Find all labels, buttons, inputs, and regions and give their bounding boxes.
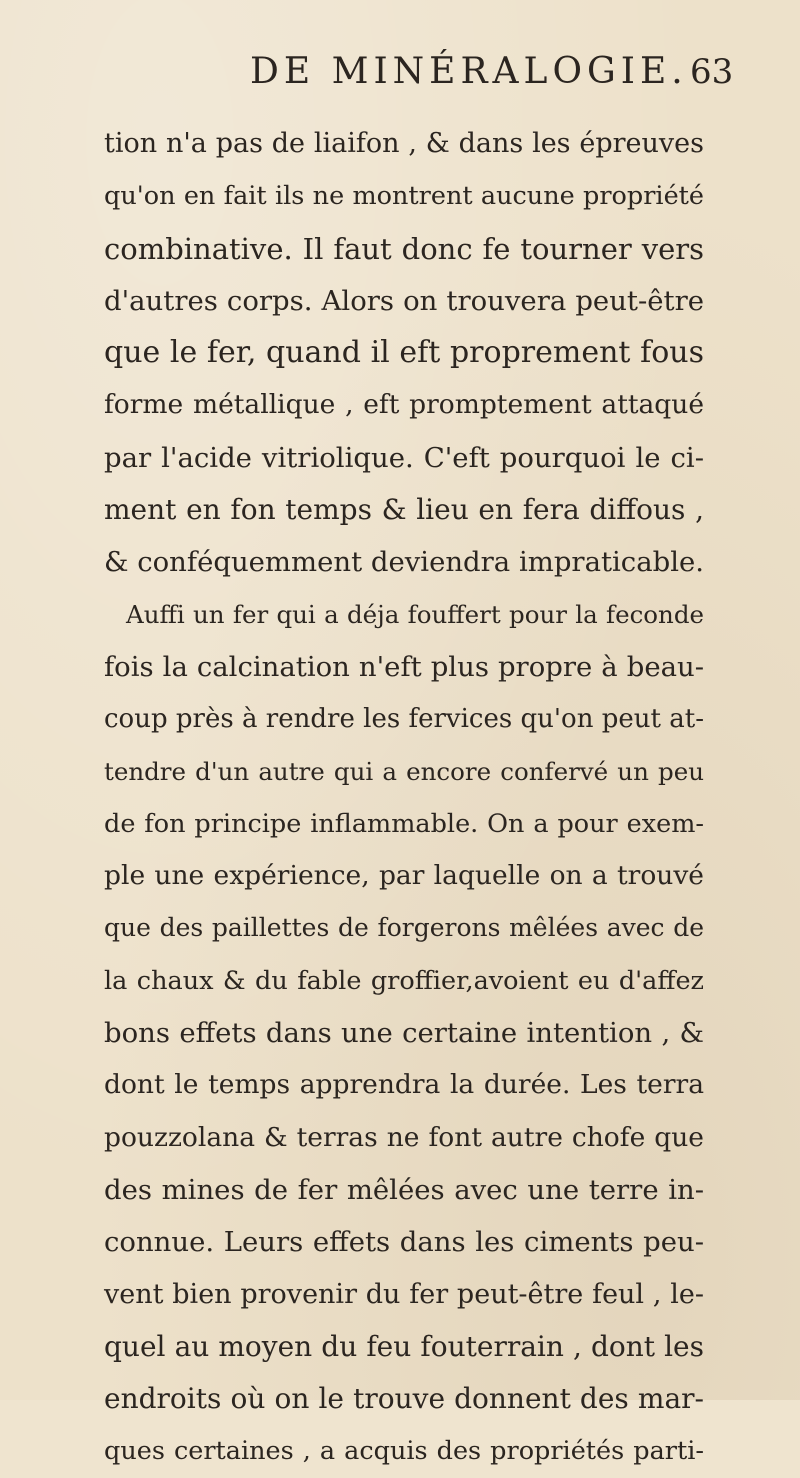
running-head (0, 42, 800, 102)
text-line: de fon principe inflammable. On a pour exem- (104, 808, 704, 839)
text-line: tion n'a pas de liaifon , & dans les épreuves (104, 128, 704, 159)
text-line: des mines de fer mêlées avec une terre in- (104, 1173, 704, 1206)
text-line: combinative. Il faut donc fe tourner vers (104, 231, 704, 266)
text-line: ple une expérience, par laquelle on a trouvé (104, 860, 704, 892)
text-line: connue. Leurs effets dans les ciments peu- (104, 1226, 704, 1259)
text-line: & conféquemment deviendra impraticable. (104, 546, 705, 579)
page-number: 63 (690, 52, 734, 92)
text-line: que des paillettes de forgerons mêlées avec de (104, 913, 704, 943)
text-line: ques certaines , a acquis des propriétés parti- (104, 1436, 704, 1467)
text-line: tendre d'un autre qui a encore confervé un peu (104, 756, 704, 786)
text-line: la chaux & du fable groffier,avoient eu d'affez (104, 965, 704, 996)
text-line: fois la calcination n'eft plus propre à beau- (104, 650, 704, 683)
text-line: endroits où on le trouve donnent des mar- (104, 1382, 704, 1416)
running-title: DE MINÉRALOGIE. (250, 51, 688, 92)
text-line: coup près à rendre les fervices qu'on peut at- (104, 704, 704, 735)
text-line: par l'acide vitriolique. C'eft pourquoi le ci- (104, 441, 704, 474)
text-line: qu'on en fait ils ne montrent aucune propriété (104, 181, 704, 212)
text-line: quel au moyen du feu fouterrain , dont les (104, 1329, 704, 1363)
text-line: ment en fon temps & lieu en fera diffous , (104, 493, 704, 527)
text-line: que le fer, quand il eft proprement fous (104, 335, 704, 371)
paragraph-start-line: Auffi un fer qui a déja fouffert pour la feconde (126, 599, 704, 629)
text-line: vent bien provenir du fer peut-être feul , le- (104, 1278, 704, 1310)
text-line: bons effets dans une certaine intention , & (104, 1017, 704, 1050)
text-line: pouzzolana & terras ne font autre chofe que (104, 1121, 704, 1153)
text-line: dont le temps apprendra la durée. Les terra (104, 1069, 704, 1101)
text-line: d'autres corps. Alors on trouvera peut-être (104, 284, 704, 317)
body-text (104, 118, 704, 1478)
text-line: forme métallique , eft promptement attaqué (104, 389, 704, 421)
